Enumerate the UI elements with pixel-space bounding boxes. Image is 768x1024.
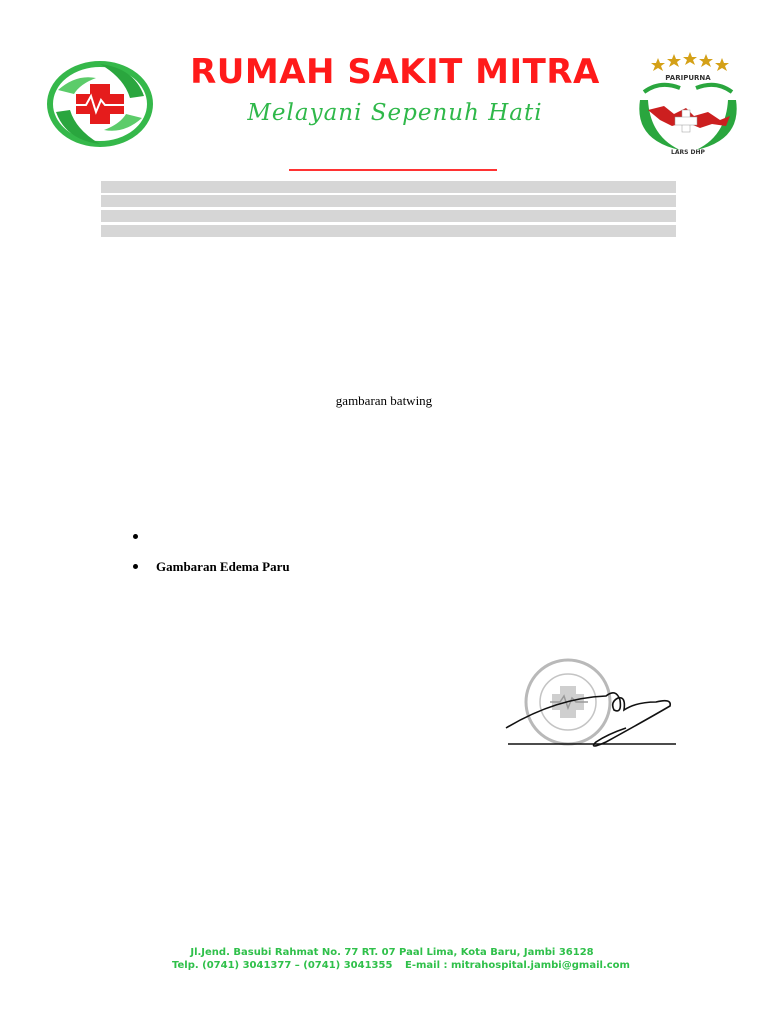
- footer-email: E-mail : mitrahospital.jambi@gmail.com: [405, 960, 630, 971]
- signature-stamp: [496, 658, 682, 762]
- list-item: [130, 557, 530, 587]
- list-item-label: Gambaran Edema Paru: [156, 559, 290, 574]
- svg-text:LARS DHP: LARS DHP: [671, 149, 705, 156]
- image-caption: gambaran batwing: [335, 393, 433, 408]
- footer-phone: Telp. (0741) 3041377 – (0741) 3041355: [172, 960, 393, 971]
- bullet-icon: [133, 564, 138, 569]
- list-item: [130, 527, 530, 557]
- bullet-list: [130, 527, 530, 587]
- accreditation-logo: [630, 50, 746, 160]
- svg-text:PARIPURNA: PARIPURNA: [665, 74, 711, 82]
- footer-address: Jl.Jend. Basubi Rahmat No. 77 RT. 07 Paal Lima, Kota Baru, Jambi 36128: [190, 947, 594, 958]
- bullet-icon: [133, 534, 138, 539]
- hospital-tagline: Melayani Sepenuh Hati: [247, 100, 543, 126]
- hospital-name: RUMAH SAKIT MITRA: [190, 52, 600, 92]
- header-divider: [289, 169, 497, 171]
- letterhead-band: [101, 181, 676, 237]
- hospital-logo-left: [46, 60, 154, 148]
